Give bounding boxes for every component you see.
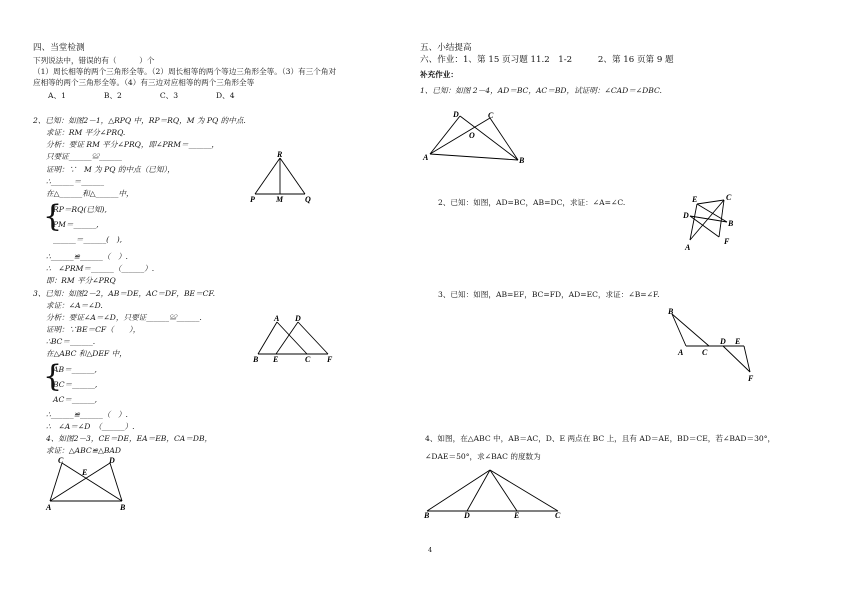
- q4-line1: 4、如图2－3，CE＝DE，EA＝EB，CA＝DB，: [46, 434, 213, 443]
- label-o: O: [469, 131, 475, 140]
- label-d: D: [720, 337, 726, 346]
- q2-conclusion-3: 即：RM 平分∠PRQ: [46, 276, 116, 285]
- label-c: C: [726, 193, 732, 202]
- section4-title: 四、当堂检测: [33, 43, 85, 53]
- section6-title: 六、作业：1、第 15 页习题 11.2 1-2 2、第 16 页第 9 题: [420, 55, 674, 65]
- label-a: A: [423, 153, 429, 162]
- figure-rpq: [248, 152, 318, 204]
- label-p: P: [250, 195, 255, 204]
- figure-3: [664, 304, 764, 386]
- extra-p1: 1、已知：如图 2－4，AD＝BC，AC＝BD，试证明：∠CAD＝∠DBC.: [420, 86, 662, 95]
- q2-conclusion-1: ∴______≌______（ ）.: [46, 252, 128, 261]
- label-b: B: [424, 511, 430, 520]
- label-q: Q: [305, 195, 311, 204]
- extra-p4-line1: 4、如图，在△ABC 中，AB＝AC，D、E 两点在 BC 上，且有 AD＝AE，BD＝CE，若∠BAD＝30°，: [425, 434, 776, 443]
- label-b: B: [668, 307, 674, 316]
- figure-1: [422, 108, 532, 164]
- label-f: F: [327, 355, 333, 364]
- label-c: C: [555, 511, 561, 520]
- label-c: C: [305, 355, 311, 364]
- label-e: E: [735, 337, 741, 346]
- figure-abcdef: [252, 312, 342, 366]
- extra-p4-line2: ∠DAE＝50°，求∠BAC 的度数为: [425, 452, 541, 461]
- q1-line3: 应相等的两个三角形全等。（4）有三边对应相等的两个三角形全等: [33, 78, 255, 87]
- q2-line6: ∴______＝______: [46, 177, 104, 186]
- label-a: A: [678, 348, 684, 357]
- q3-line3: 分析：要证∠A＝∠D，只要证______≌______.: [46, 313, 202, 322]
- label-b: B: [253, 355, 259, 364]
- q2-system-3: ______＝______( ),: [53, 235, 123, 244]
- extra-title: 补充作业：: [420, 70, 458, 79]
- q3-system-2: BC＝______,: [53, 380, 98, 389]
- label-c: C: [488, 111, 494, 120]
- q2-line1: 2、已知：如图2－1，△RPQ 中，RP＝RQ，M 为 PQ 的中点.: [33, 116, 246, 125]
- q3-line1: 3、已知：如图2－2，AB＝DE，AC＝DF，BE＝CF.: [33, 289, 215, 298]
- figure-cdeab: [40, 455, 135, 515]
- q3-system-1: AB＝______,: [53, 365, 97, 374]
- q4-line2: 求证：△ABC≌△BAD: [46, 446, 121, 455]
- q2-line4: 只要证______≌______: [46, 152, 122, 161]
- q3-line5: ∴BC＝______.: [46, 337, 96, 346]
- page-number: 4: [428, 546, 433, 554]
- extra-p2: 2、已知：如图，AD=BC，AB=DC，求证：∠A=∠C.: [438, 198, 626, 207]
- label-e: E: [514, 511, 520, 520]
- q3-conclusion-1: ∴______≌______（ ）.: [46, 410, 128, 419]
- label-c: C: [702, 348, 708, 357]
- label-d: D: [464, 511, 470, 520]
- label-f: F: [748, 374, 754, 383]
- figure-4: [422, 462, 564, 520]
- q1-line2: （1）周长相等的两个三角形全等。（2）周长相等的两个等边三角形全等。（3）有三个角对: [33, 67, 337, 76]
- extra-p3: 3、已知：如图，AB=EF，BC=FD，AD=EC，求证：∠B=∠F.: [438, 290, 660, 299]
- label-m: M: [276, 195, 284, 204]
- q3-line6: 在△ABC 和△DEF 中，: [46, 349, 127, 358]
- label-d: D: [453, 110, 459, 119]
- label-f: F: [724, 237, 730, 246]
- label-b: B: [120, 503, 126, 512]
- q2-system-2: PM＝______,: [53, 220, 99, 229]
- label-e: E: [82, 468, 88, 477]
- label-a: A: [685, 243, 691, 252]
- label-r: R: [277, 150, 283, 159]
- q3-brace: {: [43, 359, 63, 394]
- q2-brace: {: [43, 199, 63, 234]
- q1-options: A、1 B、2 C、3 D、4: [48, 91, 235, 100]
- q2-line5: 证明：∵ M 为 PQ 的中点（已知），: [46, 165, 175, 174]
- label-b: B: [519, 156, 525, 165]
- label-d: D: [295, 314, 301, 323]
- q3-line2: 求证：∠A＝∠D.: [46, 301, 103, 310]
- figure-2: [680, 192, 740, 256]
- q3-system-3: AC＝______,: [53, 395, 98, 404]
- label-a: A: [274, 314, 280, 323]
- q1-stem: 下列说法中，错误的有（ ）个: [33, 56, 155, 65]
- q2-line3: 分析：要证 RM 平分∠PRQ，即∠PRM＝______，: [46, 140, 220, 149]
- q3-conclusion-2: ∴ ∠A＝∠D （______）.: [46, 422, 135, 431]
- label-d: D: [683, 211, 689, 220]
- q2-conclusion-2: ∴ ∠PRM＝______（______）.: [46, 264, 155, 273]
- q3-line4: 证明：∵BE＝CF（ ），: [46, 325, 141, 334]
- label-e: E: [692, 195, 698, 204]
- label-b: B: [728, 219, 734, 228]
- section5-title: 五、小结提高: [420, 43, 472, 53]
- label-d: D: [109, 456, 115, 465]
- label-a: A: [46, 503, 52, 512]
- label-c: C: [58, 456, 64, 465]
- q2-line7: 在△______和△______中，: [46, 189, 134, 198]
- q2-line2: 求证：RM 平分∠PRQ.: [46, 128, 126, 137]
- label-e: E: [273, 355, 279, 364]
- q2-system-1: RP＝RQ(已知),: [53, 205, 107, 214]
